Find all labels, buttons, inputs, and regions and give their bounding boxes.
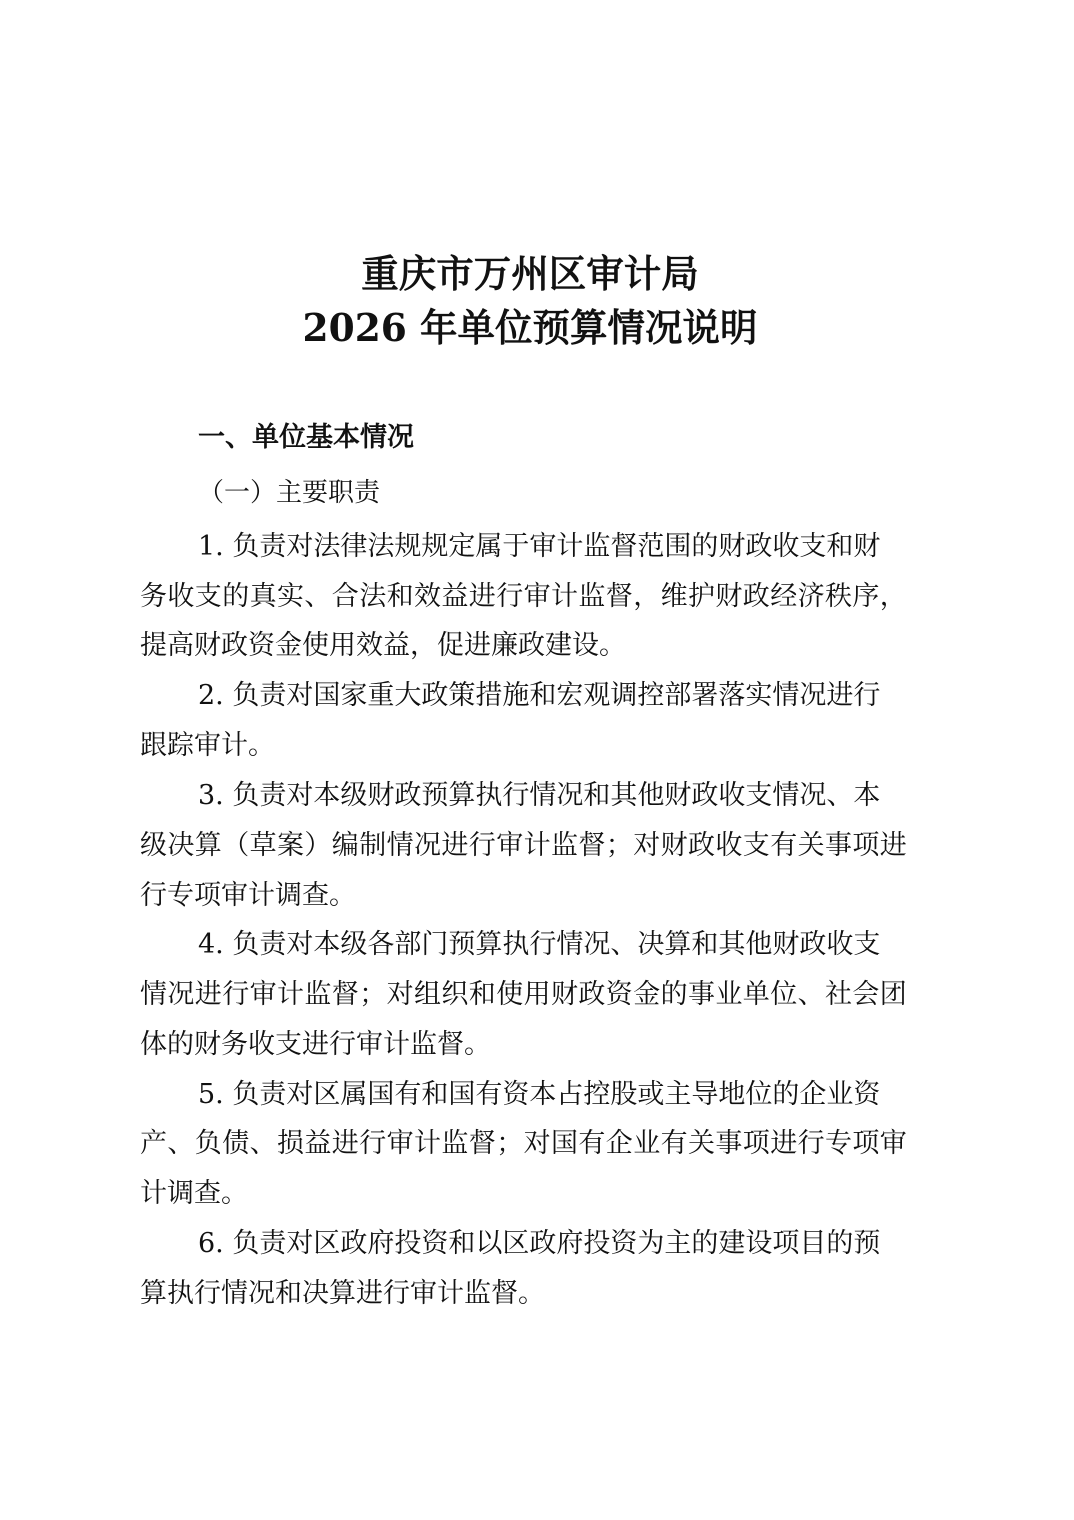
paragraph-line: 行专项审计调查。: [140, 880, 356, 911]
paragraph-line: 体的财务收支进行审计监督。: [140, 1029, 491, 1060]
paragraph-line: 1. 负责对法律法规规定属于审计监督范围的财政收支和财: [198, 531, 881, 562]
paragraph-line: 情况进行审计监督；对组织和使用财政资金的事业单位、社会团: [140, 979, 908, 1010]
section-heading: 一、单位基本情况: [198, 422, 414, 453]
subsection-heading: （一）主要职责: [198, 478, 381, 508]
paragraph-line: 产、负债、损益进行审计监督；对国有企业有关事项进行专项审: [140, 1128, 908, 1159]
document-title-line-1: 重庆市万州区审计局: [361, 251, 699, 296]
paragraph-line: 5. 负责对区属国有和国有资本占控股或主导地位的企业资: [198, 1079, 881, 1110]
paragraph-line: 6. 负责对区政府投资和以区政府投资为主的建设项目的预: [198, 1228, 881, 1259]
paragraph-line: 计调查。: [140, 1178, 248, 1209]
paragraph-line: 务收支的真实、合法和效益进行审计监督，维护财政经济秩序，: [140, 581, 908, 612]
paragraph-line: 算执行情况和决算进行审计监督。: [140, 1278, 545, 1309]
paragraph-line: 提高财政资金使用效益，促进廉政建设。: [140, 630, 626, 661]
paragraph-line: 2. 负责对国家重大政策措施和宏观调控部署落实情况进行: [198, 680, 881, 711]
paragraph-line: 4. 负责对本级各部门预算执行情况、决算和其他财政收支: [198, 929, 881, 960]
paragraph-line: 跟踪审计。: [140, 730, 275, 761]
paragraph-line: 级决算（草案）编制情况进行审计监督；对财政收支有关事项进: [140, 830, 908, 861]
paragraph-line: 3. 负责对本级财政预算执行情况和其他财政收支情况、本: [198, 780, 881, 811]
document-title-line-2: 2026 年单位预算情况说明: [302, 305, 758, 350]
